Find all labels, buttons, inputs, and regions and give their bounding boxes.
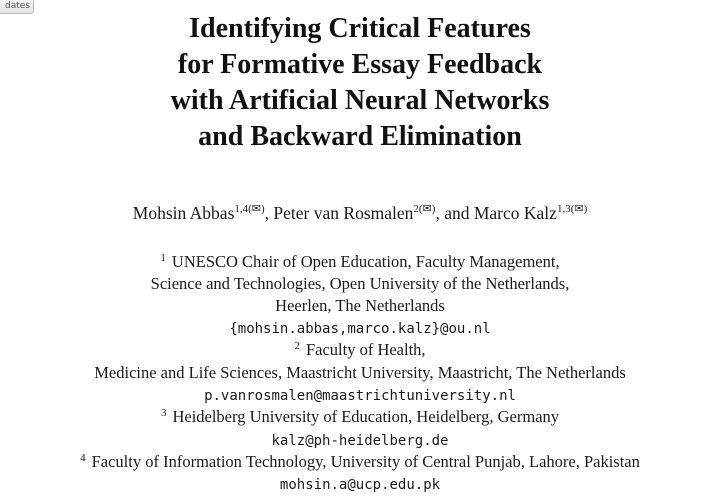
author-name: Peter van Rosmalen (273, 203, 414, 223)
affiliation-3-email (0, 429, 720, 452)
affiliation-2-email (0, 384, 720, 407)
author-affiliation-mark: 1,3(✉) (556, 203, 588, 215)
affiliation-text: Faculty of Health, (305, 340, 426, 359)
affiliation-mark: 2 (294, 340, 300, 352)
affiliation-mark: 3 (160, 407, 167, 419)
title-line-1: Identifying Critical Features (189, 13, 531, 44)
author-separator: , (264, 203, 274, 223)
affiliation-4-line-1 (0, 451, 720, 472)
affiliation-mark: 1 (160, 252, 166, 264)
author-separator: , and (435, 203, 474, 223)
affiliation-1-email (0, 317, 720, 340)
affiliation-1-line-2: Science and Technologies, Open University of the Netherlands, (150, 274, 570, 293)
affiliation-text: UNESCO Chair of Open Education, Faculty Management, (171, 252, 560, 271)
affiliation-text: Faculty of Information Technology, University of Central Punjab, Lahore, Pakistan (91, 452, 640, 471)
updates-tab-label: dates (5, 1, 30, 11)
affiliation-2-line-1 (0, 339, 720, 360)
title-line-2: for Formative Essay Feedback (177, 49, 543, 80)
affiliation-1-line-3: Heerlen, The Netherlands (275, 296, 445, 315)
affiliation-4-email (0, 473, 720, 496)
affiliation-3-line-1 (0, 406, 720, 427)
title-line-3: with Artificial Neural Networks (170, 85, 550, 116)
email-address: {mohsin.abbas,marco.kalz}@ou.nl (229, 321, 491, 337)
affiliation-1-line-1 (0, 251, 720, 272)
author-affiliation-mark: 2(✉) (413, 203, 436, 215)
title-line-4: and Backward Elimination (198, 121, 522, 152)
email-address: p.vanrosmalen@maastrichtuniversity.nl (204, 388, 516, 404)
author-name: Mohsin Abbas (132, 203, 235, 223)
email-address: kalz@ph-heidelberg.de (271, 433, 449, 449)
author-affiliation-mark: 1,4(✉) (234, 203, 265, 215)
affiliation-mark: 4 (80, 452, 86, 464)
affiliation-2-line-2: Medicine and Life Sciences, Maastricht University, Maastricht, The Netherlands (94, 363, 626, 382)
paper-title (0, 11, 720, 155)
author-name: Marco Kalz (473, 203, 557, 223)
email-address: mohsin.a@ucp.edu.pk (279, 477, 441, 493)
affiliation-text: Heidelberg University of Education, Heidelberg, Germany (172, 407, 560, 426)
author-list (0, 202, 720, 224)
